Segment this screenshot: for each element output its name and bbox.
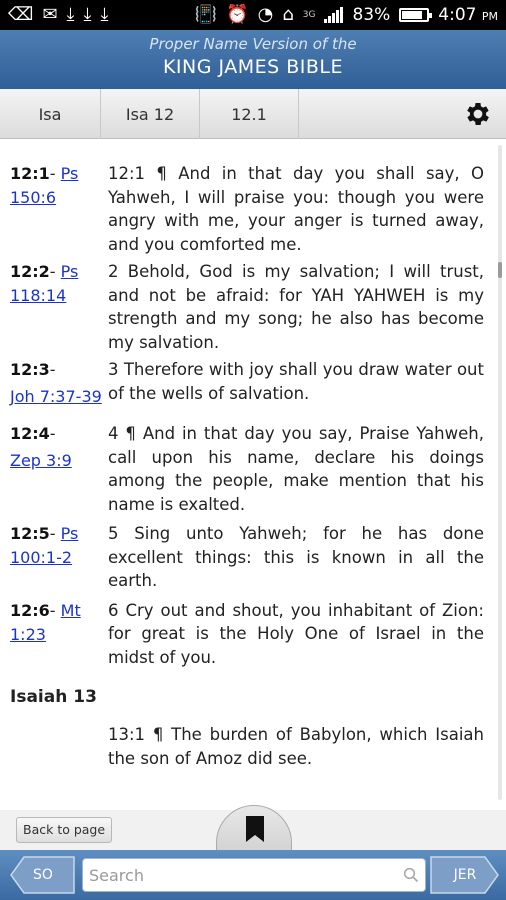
scrollbar-track[interactable] — [498, 145, 502, 800]
bookmark-icon — [244, 816, 266, 842]
bottom-toolbar — [0, 850, 506, 900]
verse-row — [0, 162, 496, 256]
next-book-label: JER — [453, 867, 477, 883]
verse-number: 12:5 — [10, 524, 50, 543]
clock-ampm: PM — [481, 10, 498, 23]
search-box[interactable] — [82, 858, 426, 892]
status-bar-notifications — [8, 6, 108, 24]
verse-row — [0, 723, 496, 770]
verse-reference: 12:5- Ps 100:1-2 — [10, 524, 79, 567]
verse-selector[interactable]: 12.1 — [200, 89, 299, 139]
wifi-icon: ◔ — [257, 4, 274, 25]
clock-time: 4:07 — [438, 5, 477, 25]
back-icon: ⌫ — [8, 4, 34, 25]
cross-reference-link[interactable]: Zep 3:9 — [10, 451, 72, 470]
home-icon: ⌂ — [282, 4, 294, 25]
previous-book-button[interactable] — [10, 856, 76, 894]
previous-book-label: SO — [33, 867, 53, 883]
verse-row — [0, 522, 496, 593]
verse-row — [0, 599, 496, 670]
verse-reference: 12:1- Ps 150:6 — [10, 164, 79, 207]
verse-text: 3 Therefore with joy shall you draw water out of the wells of salvation. — [108, 360, 484, 403]
verse-reference: 12:3- Joh 7:37-39 — [10, 360, 102, 406]
cross-reference-link[interactable]: Ps 118:14 — [10, 262, 79, 305]
verse-text: 2 Behold, God is my salvation; I will trust, and not be afraid: for YAH YAHWEH is my strength and my song; he also has become my salvation. — [108, 262, 484, 352]
verse-number: 12:4 — [10, 424, 50, 443]
vibrate-icon: 📳 — [194, 4, 218, 25]
navigation-bar — [0, 89, 506, 139]
section-heading: Isaiah 13 — [10, 687, 97, 707]
download-icon: ⤓ — [66, 4, 75, 25]
verse-number: 12:6 — [10, 600, 50, 620]
mail-icon: ✉ — [42, 4, 58, 25]
battery-icon — [399, 8, 429, 22]
verse-number: 12:2 — [10, 262, 50, 281]
scrollbar-thumb[interactable] — [498, 262, 502, 278]
verse-text: 4 ¶ And in that day you say, Praise Yahweh, call upon his name, declare his doings among the people, make mention that his name is exalted. — [108, 424, 484, 514]
battery-fill — [402, 11, 422, 19]
verse-row — [0, 422, 496, 516]
app-header — [0, 30, 506, 89]
verse-number: 12:3 — [10, 360, 50, 379]
network-type: 3G — [302, 10, 316, 20]
clock — [438, 5, 498, 25]
verse-text: 6 Cry out and shout, you inhabitant of Zion: for great is the Holy One of Israel in the midst of you. — [108, 600, 484, 667]
verse-reference: 12:2- Ps 118:14 — [10, 262, 79, 305]
status-bar — [0, 0, 506, 30]
verse-reference — [10, 723, 108, 770]
back-to-page-button[interactable]: Back to page — [16, 817, 112, 843]
cross-reference-link[interactable]: Ps 100:1-2 — [10, 524, 79, 567]
verse-reference: 12:6- Mt 1:23 — [10, 600, 81, 644]
battery-percent: 83% — [352, 5, 391, 25]
status-bar-system — [195, 5, 498, 25]
verse-text: 12:1 ¶ And in that day you shall say, O Yahweh, I will praise you: though you were angry with me, your anger is turned away, and you comforted me. — [108, 164, 484, 254]
download-icon: ⤓ — [100, 4, 109, 25]
chapter-content[interactable] — [0, 140, 496, 810]
signal-icon — [324, 7, 343, 23]
verse-reference: 12:4- Zep 3:9 — [10, 424, 72, 470]
verse-number: 12:1 — [10, 164, 50, 183]
cross-reference-link[interactable]: Ps 150:6 — [10, 164, 79, 207]
verse-text: 13:1 ¶ The burden of Babylon, which Isaiah the son of Amoz did see. — [108, 725, 484, 768]
verse-row — [0, 260, 496, 354]
alarm-icon: ⏰ — [226, 4, 249, 25]
settings-button[interactable] — [450, 89, 506, 139]
download-icon: ⤓ — [83, 4, 92, 25]
search-input[interactable] — [89, 866, 403, 885]
nav-spacer — [299, 89, 450, 139]
chapter-selector[interactable]: Isa 12 — [101, 89, 200, 139]
search-icon[interactable] — [403, 867, 419, 883]
app-title: KING JAMES BIBLE — [162, 56, 344, 78]
app-subtitle: Proper Name Version of the — [149, 35, 357, 53]
verse-text: 5 Sing unto Yahweh; for he has done excellent things: this is known in all the earth. — [108, 524, 484, 590]
cross-reference-link[interactable]: Mt 1:23 — [10, 600, 81, 644]
next-book-button[interactable] — [430, 856, 500, 894]
gear-icon — [463, 99, 493, 129]
cross-reference-link[interactable]: Joh 7:37-39 — [10, 387, 102, 406]
book-selector[interactable]: Isa — [0, 89, 101, 139]
verse-row — [0, 358, 496, 412]
